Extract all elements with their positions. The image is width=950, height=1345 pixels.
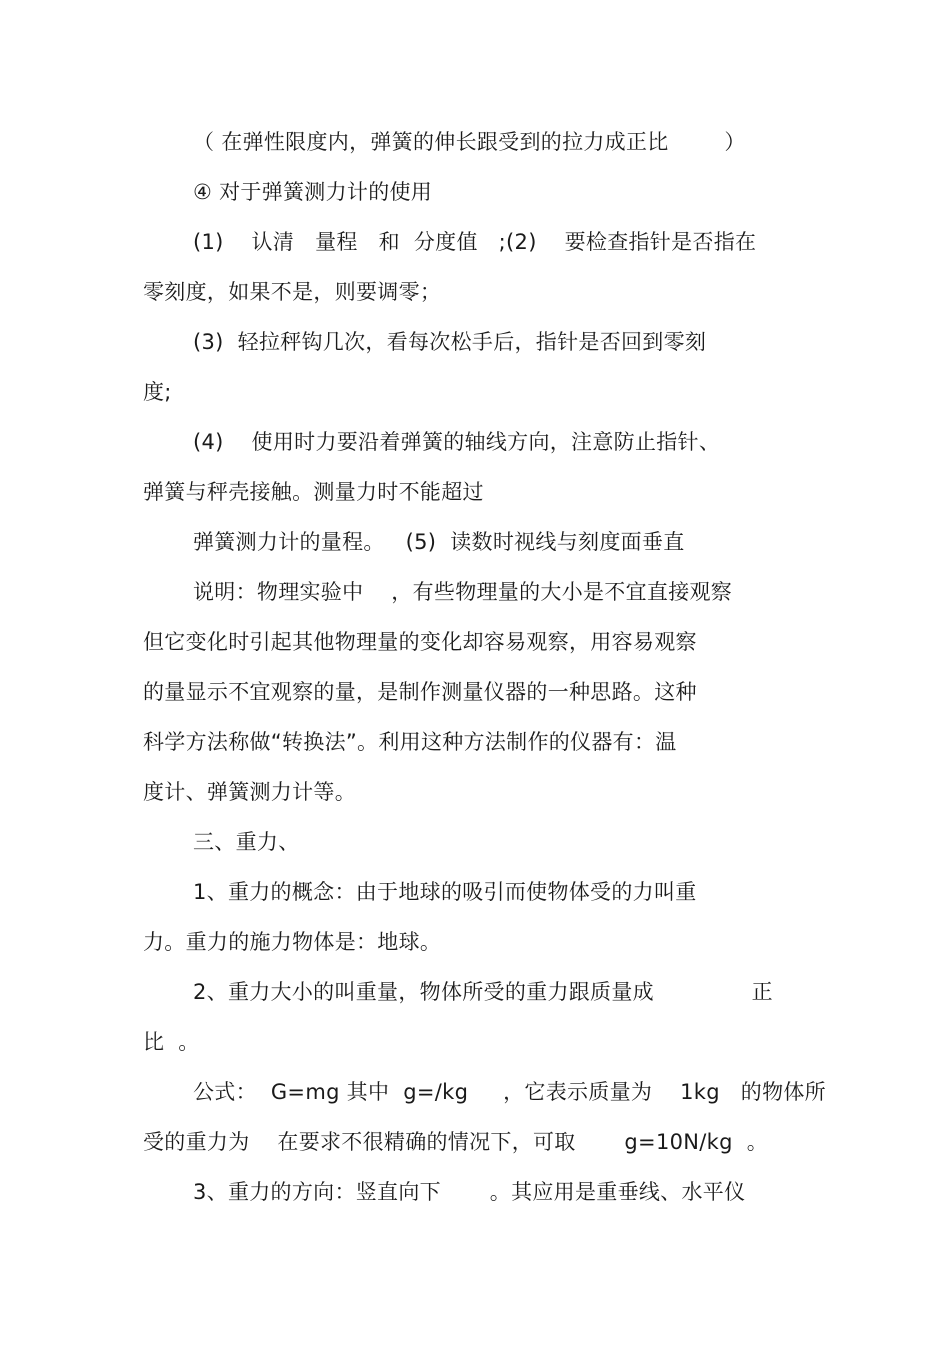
text-line-19: 比 。 xyxy=(143,1030,200,1054)
text-line-16: 1、重力的概念：由于地球的吸引而使物体受的力叫重 xyxy=(193,880,697,904)
text-line-9: 弹簧测力计的量程。 (5) 读数时视线与刻度面垂直 xyxy=(193,530,685,554)
text-line-12: 的量显示不宜观察的量，是制作测量仪器的一种思路。这种 xyxy=(143,680,697,704)
text-line-11: 但它变化时引起其他物理量的变化却容易观察，用容易观察 xyxy=(143,630,697,654)
text-line-3: (1) 认清 量程 和 分度值 ;(2) 要检查指针是否指在 xyxy=(193,230,757,254)
text-line-8: 弹簧与秤壳接触。测量力时不能超过 xyxy=(143,480,484,504)
text-line-20: 公式： G=mg 其中 g=/kg ，它表示质量为 1kg 的物体所 xyxy=(193,1080,826,1104)
text-line-2: ④ 对于弹簧测力计的使用 xyxy=(193,180,433,204)
text-line-5: (3) 轻拉秤钩几次，看每次松手后，指针是否回到零刻 xyxy=(193,330,707,354)
text-line-10: 说明：物理实验中 ，有些物理量的大小是不宜直接观察 xyxy=(193,580,733,604)
text-line-4: 零刻度，如果不是，则要调零； xyxy=(143,280,442,304)
text-line-1: （ 在弹性限度内，弹簧的伸长跟受到的拉力成正比 ） xyxy=(193,130,746,154)
text-line-14: 度计、弹簧测力计等。 xyxy=(143,780,356,804)
text-line-15: 三、重力、 xyxy=(193,830,300,854)
text-line-17: 力。重力的施力物体是：地球。 xyxy=(143,930,442,954)
text-line-18: 2、重力大小的叫重量，物体所受的重力跟质量成 正 xyxy=(193,980,773,1004)
text-line-13: 科学方法称做“转换法”。利用这种方法制作的仪器有：温 xyxy=(143,730,677,754)
text-line-6: 度; xyxy=(143,380,172,404)
text-line-7: (4) 使用时力要沿着弹簧的轴线方向，注意防止指针、 xyxy=(193,430,721,454)
text-line-21: 受的重力为 在要求不很精确的情况下，可取 g=10N/kg 。 xyxy=(143,1130,768,1154)
text-line-22: 3、重力的方向：竖直向下 。其应用是重垂线、水平仪 xyxy=(193,1180,746,1204)
